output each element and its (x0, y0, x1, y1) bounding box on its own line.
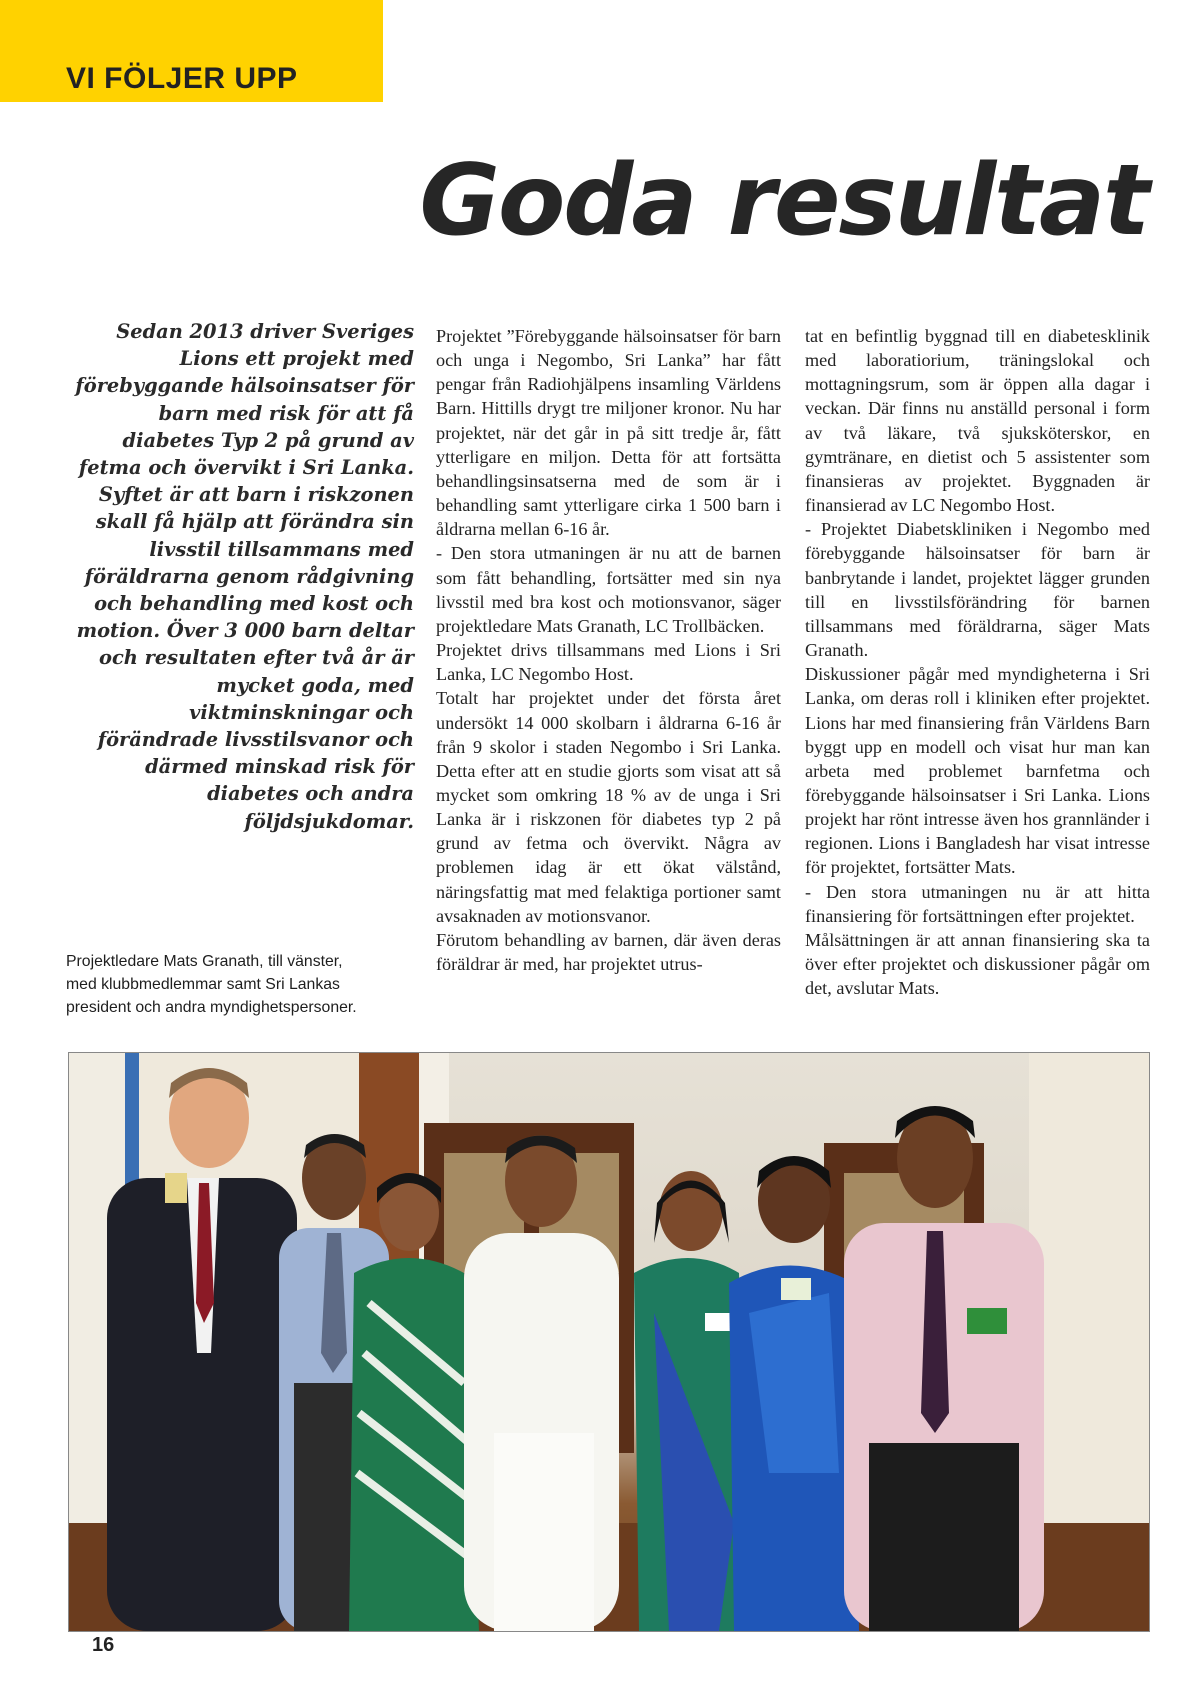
body-paragraph: Projektet ”Förebyggande hälsoinsatser för barn och unga i Negombo, Sri Lanka” har fått pengar från Radiohjälpens insamling Världens Barn. Hittills drygt tre miljoner kronor. Nu har projektet, när det går in på sitt tredje år, fått ytterligare en miljon. Detta för att fortsätta behandlingsinsatserna med de som är i behandling samt ytterligare cirka 1 500 barn i åldrarna mellan 6-16 år. (436, 326, 781, 540)
headline: Goda resultat (419, 144, 1148, 258)
body-paragraph: Projektet drivs tillsammans med Lions i Sri Lanka, LC Negombo Host. (436, 640, 781, 685)
body-paragraph: tat en befintlig byggnad till en diabetesklinik med laboratiorium, träningslokal och mottagningsrum, som är öppen alla dagar i veckan. Där finns nu anställd personal i form av två läkare, två sjuksköterskor, en gymtränare, en dietist och 5 assistenter som finansieras av projektet. Byggnaden är finansierad av LC Negombo Host. (805, 326, 1150, 516)
section-tab (0, 0, 383, 102)
body-paragraph: Målsättningen är att annan finansiering ska ta över efter projektet och diskussioner pågår om det, avslutar Mats. (805, 929, 1150, 999)
body-paragraph: Diskussioner pågår med myndigheterna i Sri Lanka, om deras roll i kliniken efter projektet. Lions har med finansiering från Världens Barn byggt upp en modell och visat hur man kan arbeta med problemet barnfetma och förebyggande hälsoinsatser i Sri Lanka. Lions projekt har rönt intresse även hos grannländer i regionen. Lions i Bangladesh har visat intresse för projektet, fortsätter Mats. (805, 664, 1150, 878)
body-paragraph: - Projektet Diabetskliniken i Negombo med förebyggande hälsoinsatser för barn är banbrytande i landet, projektet lägger grunden till en livsstilsförändring för barnen tillsammans med föräldrarna, säger Mats Granath. (805, 519, 1150, 661)
photo-caption: Projektledare Mats Granath, till vänster, med klubbmedlemmar samt Sri Lankas president och andra myndighetspersoner. (66, 953, 357, 1016)
body-column-right (805, 324, 1150, 1000)
group-photo (68, 1052, 1150, 1632)
body-paragraph: Totalt har projektet under det första året undersökt 14 000 skolbarn i åldrarna 6-16 år från 9 skolor i staden Negombo i Sri Lanka. Detta efter att en studie gjorts som visat att så mycket som omkring 18 % av de unga i Sri Lanka är i riskzonen för diabetes typ 2 på grund av fetma och övervikt. Några av problemen idag är ett ökat välstånd, näringsfattig mat med felaktiga portioner samt avsaknaden av motionsvanor. (436, 688, 781, 926)
section-label: VI FÖLJER UPP (66, 62, 298, 95)
body-column-middle (436, 324, 781, 976)
group-photo-illustration (69, 1053, 1149, 1631)
page-number: 16 (92, 1634, 115, 1656)
body-paragraph: - Den stora utmaningen nu är att hitta finansiering för fortsättningen efter projektet. (805, 881, 1150, 926)
curtain-right (1029, 1053, 1149, 1523)
body-paragraph: Förutom behandling av barnen, där även deras föräldrar är med, har projektet utrus- (436, 929, 781, 975)
body-paragraph: - Den stora utmaningen är nu att de barnen som fått behandling, fortsätter med sin nya livsstil med bra kost och motionsvanor, säger projektledare Mats Granath, LC Trollbäcken. (436, 543, 781, 636)
lede-paragraph: Sedan 2013 driver Sveriges Lions ett projekt med förebyggande hälsoinsatser för barn med risk för att få diabetes Typ 2 på grund av fetma och övervikt i Sri Lanka. Syftet är att barn i riskzonen skall få hjälp att förändra sin livsstil tillsammans med föräldrarna genom rådgivning och behandling med kost och motion. Över 3 000 barn deltar och resultaten efter två år är mycket goda, med viktminskningar och förändrade livsstilsvanor och därmed minskad risk för diabetes och andra följdsjukdomar. (75, 320, 414, 833)
